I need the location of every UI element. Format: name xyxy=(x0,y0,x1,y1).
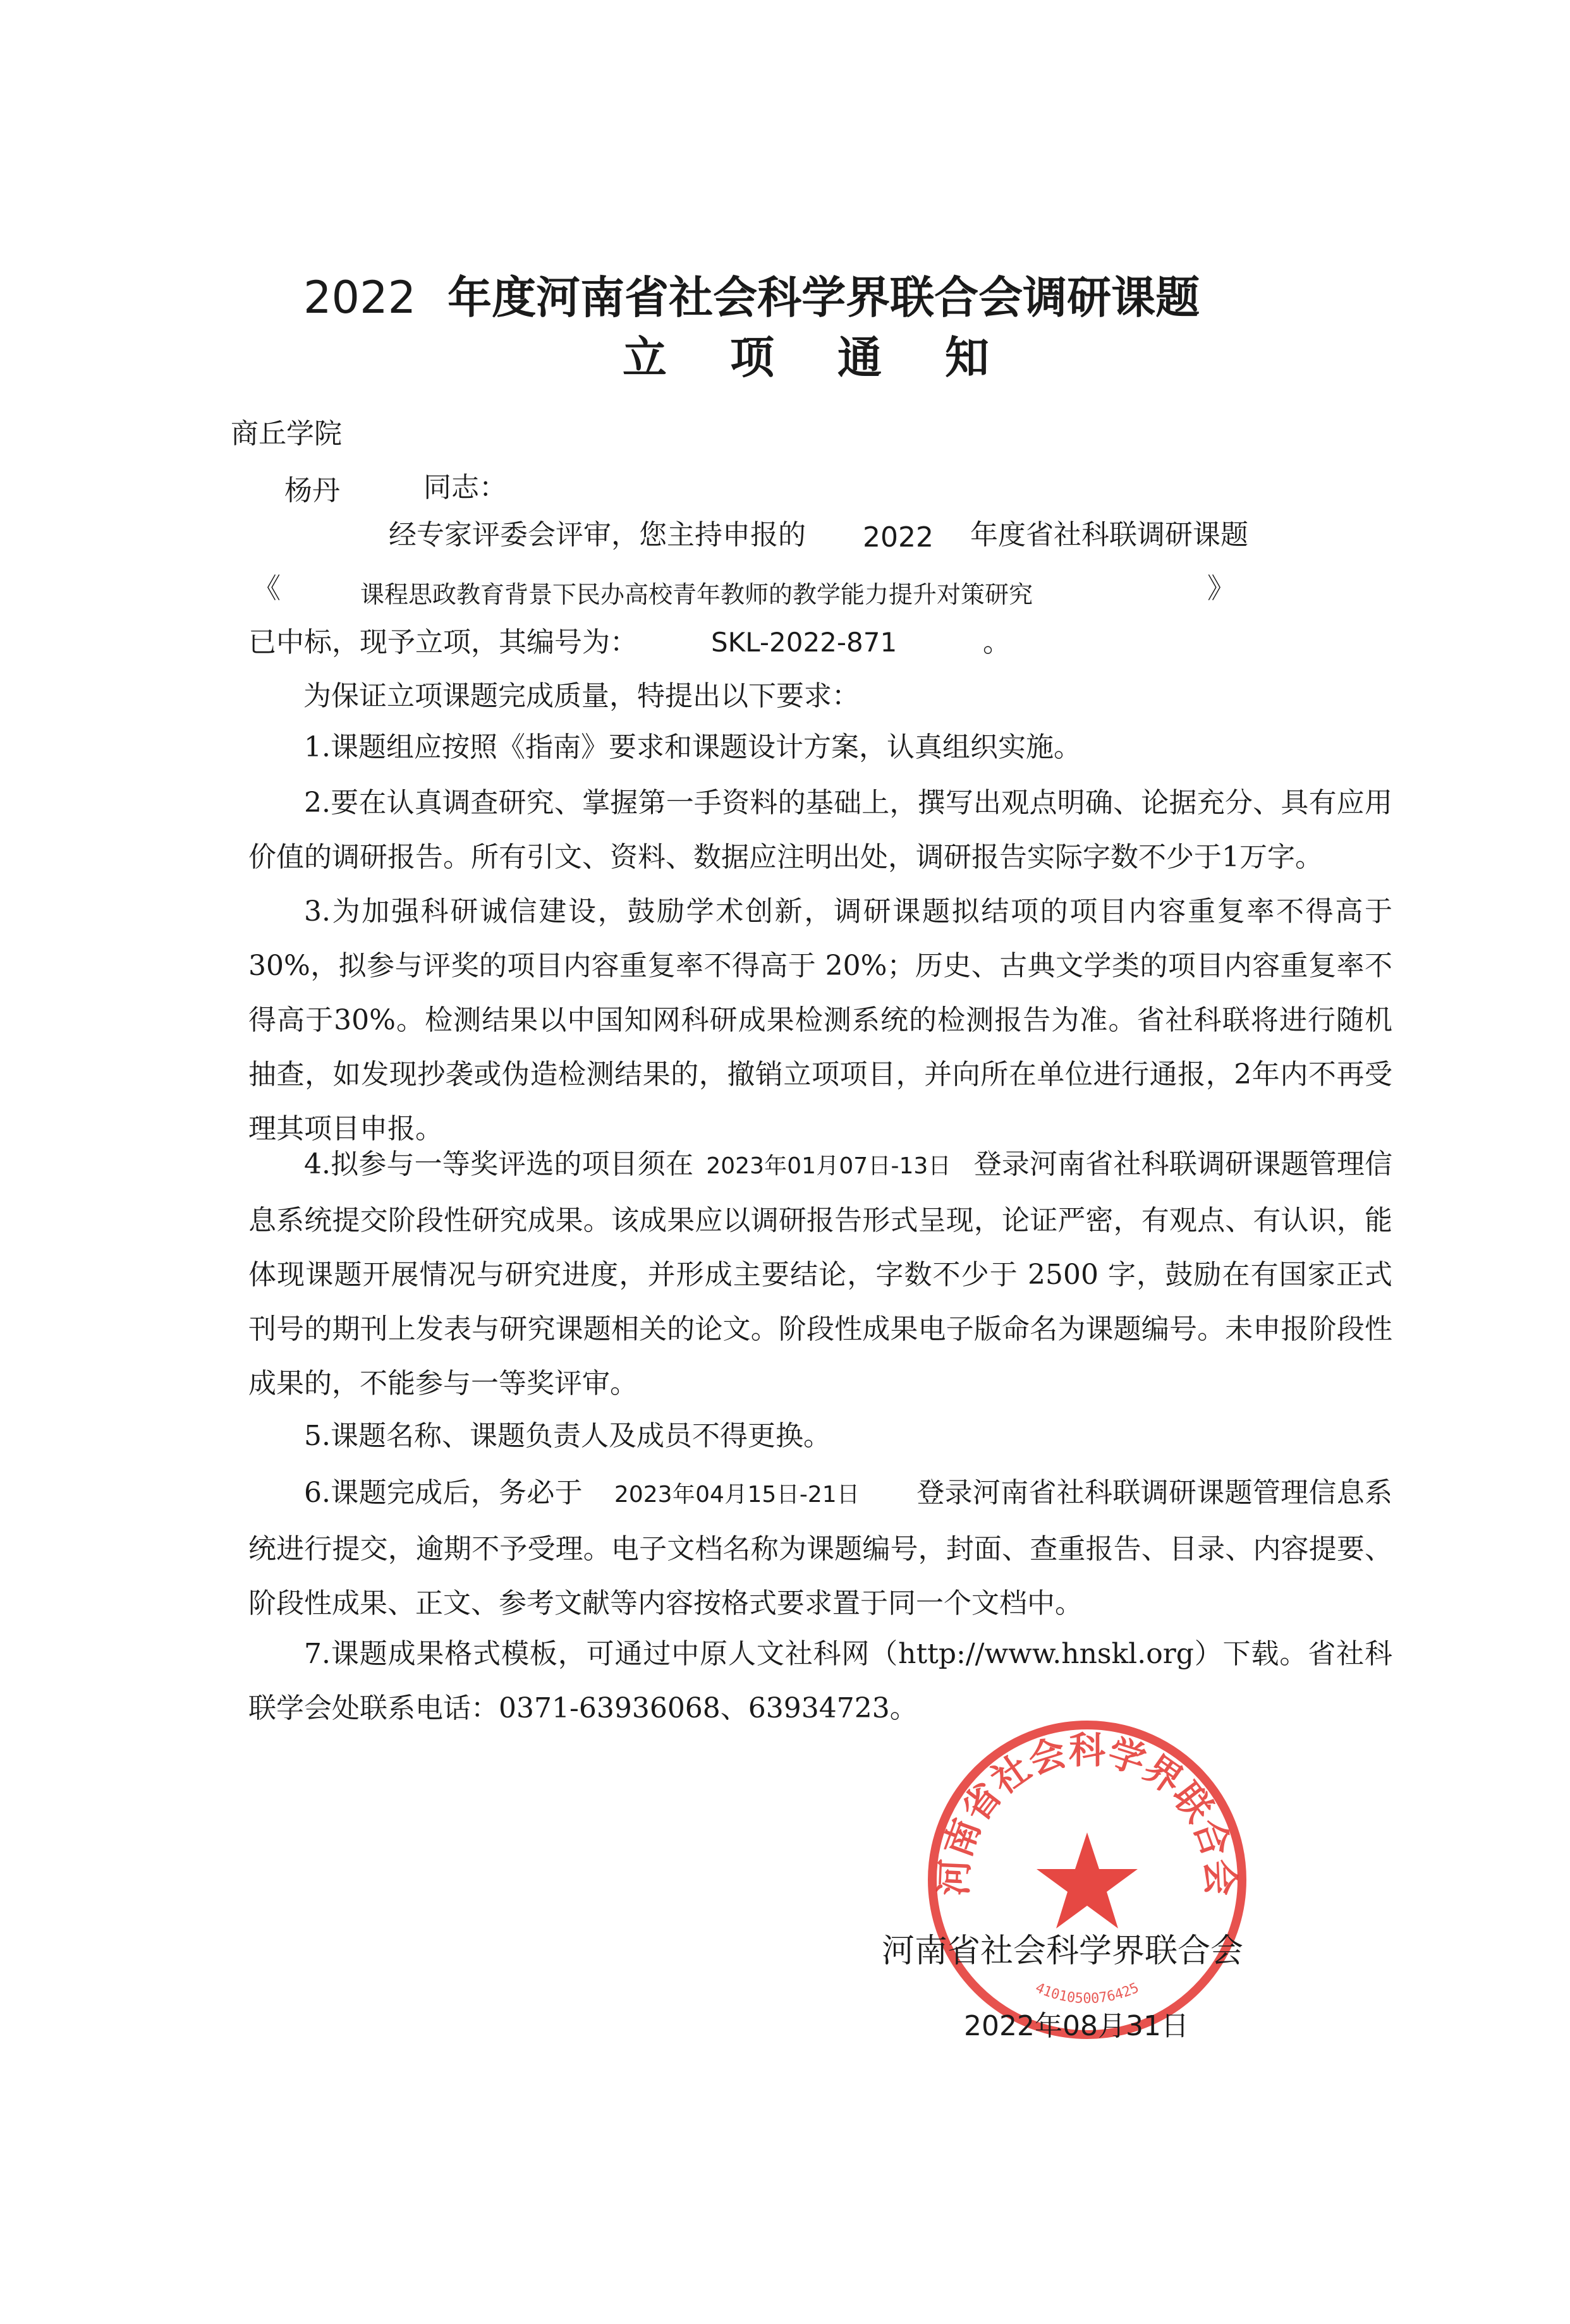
official-seal xyxy=(923,1716,1251,2044)
star-icon xyxy=(1037,1832,1138,1928)
requirements-intro: 为保证立项课题完成质量，特提出以下要求： xyxy=(303,680,860,712)
approved-text: 已中标，现予立项，其编号为： xyxy=(248,626,638,658)
project-number: SKL-2022-871 xyxy=(711,627,898,658)
approved-period: 。 xyxy=(983,626,1011,658)
requirement-2: 2.要在认真调查研究、掌握第一手资料的基础上，撰写出观点明确、论据充分、具有应用价值的调研报告。所有引文、资料、数据应注明出处，调研报告实际字数不少于1万字。 xyxy=(248,787,1392,873)
close-quote: 》 xyxy=(1207,572,1235,605)
intro-text: 经专家评委会评审，您主持申报的 xyxy=(389,519,806,551)
requirement-4-date: 2023年01月07日-13日 xyxy=(706,1153,951,1179)
recipient-org: 商丘学院 xyxy=(231,418,342,450)
seal-text: 河南省社会科学界联合会 xyxy=(932,1729,1243,1897)
requirement-4-pre: 4.拟参与一等奖评选的项目须在 xyxy=(304,1148,694,1180)
requirement-5: 5.课题名称、课题负责人及成员不得更换。 xyxy=(304,1420,831,1452)
recipient-honorific: 同志： xyxy=(423,471,507,504)
title-line1: 年度河南省社会科学界联合会调研课题 xyxy=(447,272,1200,324)
requirement-7: 7.课题成果格式模板，可通过中原人文社科网（http://www.hnskl.org）下载。省社科联学会处联系电话：0371-63936068、63934723。 xyxy=(248,1638,1392,1724)
intro-year: 2022 xyxy=(863,521,934,554)
document-title xyxy=(303,262,1200,326)
requirement-4 xyxy=(248,1137,1392,1411)
open-quote: 《 xyxy=(253,572,281,605)
signature-date: 2022年08月31日 xyxy=(964,2010,1189,2042)
requirement-4-post: 登录河南省社科联调研课题管理信息系统提交阶段性研究成果。该成果应以调研报告形式呈现，论证严密，有观点、有认识，能体现课题开展情况与研究进度，并形成主要结论，字数不少于 2500 字，鼓励在有国家正式刊号的期刊上发表与研究课题相关的论文。阶段性成果电子版命名为课题编号。未申报阶段性成果的，不能参与一等奖评审。 xyxy=(248,1148,1393,1400)
intro-text2: 年度省社科联调研课题 xyxy=(970,519,1248,551)
requirement-6-post: 登录河南省社科联调研课题管理信息系统进行提交，逾期不予受理。电子文档名称为课题编号，封面、查重报告、目录、内容提要、阶段性成果、正文、参考文献等内容按格式要求置于同一个文档中。 xyxy=(248,1477,1393,1619)
requirement-6-pre: 6.课题完成后，务必于 xyxy=(304,1477,583,1509)
title-year: 2022 xyxy=(303,272,417,324)
requirement-6-date: 2023年04月15日-21日 xyxy=(614,1482,860,1508)
document-subtitle: 立项通知 xyxy=(623,332,1052,384)
signature-org: 河南省社会科学界联合会 xyxy=(882,1932,1244,1970)
seal-number: 4101050076425 xyxy=(1033,1980,1141,2007)
requirement-1: 1.课题组应按照《指南》要求和课题设计方案，认真组织实施。 xyxy=(304,731,1081,763)
requirement-6 xyxy=(248,1466,1392,1631)
recipient-name: 杨丹 xyxy=(284,475,340,507)
requirement-3: 3.为加强科研诚信建设，鼓励学术创新，调研课题拟结项的项目内容重复率不得高于 30%，拟参与评奖的项目内容重复率不得高于 20%；历史、古典文学类的项目内容重复率不得高于30%。检测结果以中国知网科研成果检测系统的检测报告为准。省社科联将进行随机抽查，如发现抄袭或伪造检测结果的，撤销立项项目，并向所在单位进行通报，2年内不再受理其项目申报。 xyxy=(248,895,1392,1145)
project-title: 课程思政教育背景下民办高校青年教师的教学能力提升对策研究 xyxy=(360,581,1033,608)
